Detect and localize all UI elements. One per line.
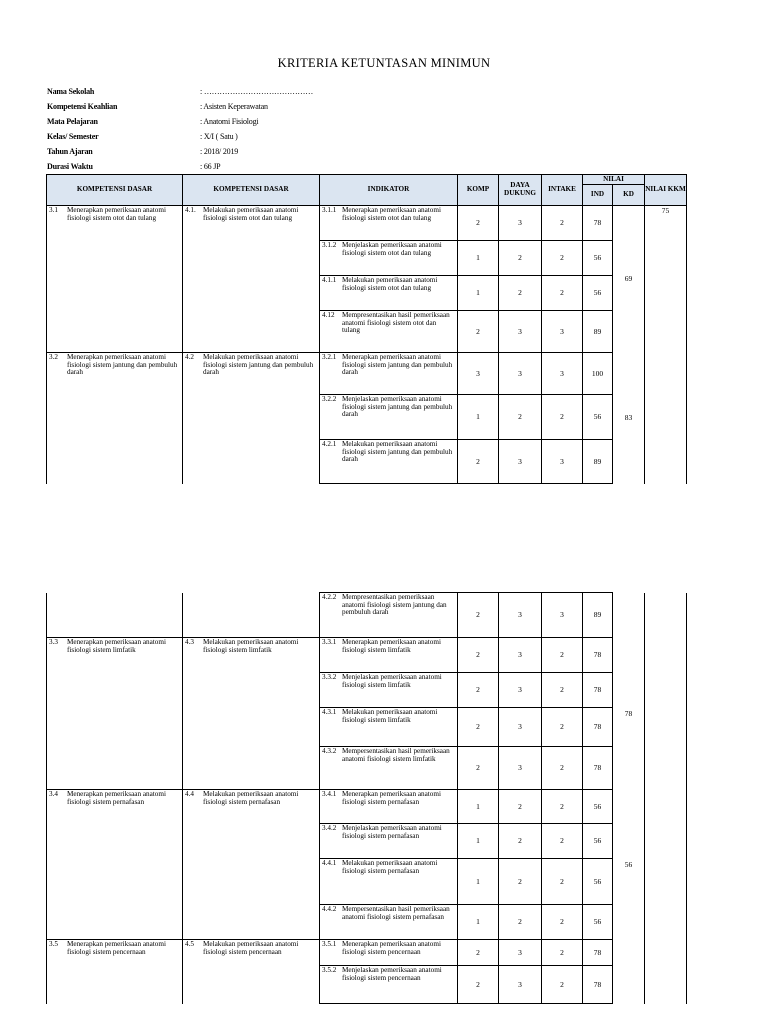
intake-value: 2	[542, 966, 583, 1004]
daya-value: 2	[499, 241, 542, 276]
ind-value: 78	[583, 708, 613, 747]
kd-value: 78	[613, 638, 645, 790]
ind-value: 89	[583, 311, 613, 353]
kd3-cell: 3.5 Menerapkan pemeriksaan anatomi fisiologi sistem pencernaan	[47, 940, 183, 1004]
komp-value: 1	[458, 905, 499, 940]
ind-value: 100	[583, 353, 613, 395]
indikator-cell: 3.5.2 Menjelaskan pemeriksaan anatomi fisiologi sistem pencernaan	[320, 966, 458, 1004]
komp-value: 2	[458, 311, 499, 353]
daya-value: 3	[499, 708, 542, 747]
info-value: : 2018/ 2019	[200, 147, 239, 156]
ind-value: 56	[583, 859, 613, 905]
kd3-cell: 3.4 Menerapkan pemeriksaan anatomi fisiologi sistem pernafasan	[47, 790, 183, 940]
ind-value: 56	[583, 824, 613, 859]
kd4-cell-empty	[183, 593, 320, 638]
intake-value: 2	[542, 824, 583, 859]
daya-value: 3	[499, 206, 542, 241]
daya-value: 2	[499, 276, 542, 311]
header-kd3: KOMPETENSI DASAR	[47, 175, 183, 206]
header-daya-dukung: DAYA DUKUNG	[499, 175, 542, 206]
info-label: Mata Pelajaran	[47, 117, 98, 126]
intake-value: 3	[542, 440, 583, 484]
ind-value: 78	[583, 638, 613, 673]
header-nilai-kkm: NILAI KKM	[645, 175, 687, 206]
table-row	[47, 638, 687, 673]
ind-value: 78	[583, 747, 613, 790]
intake-value: 2	[542, 940, 583, 966]
daya-value: 2	[499, 859, 542, 905]
komp-value: 1	[458, 395, 499, 440]
kkm-value: 75	[645, 206, 687, 484]
indikator-cell: 3.5.1 Menerapkan pemeriksaan anatomi fisiologi sistem pencernaan	[320, 940, 458, 966]
table-row	[47, 353, 687, 395]
daya-value: 3	[499, 311, 542, 353]
header-kd4: KOMPETENSI DASAR	[183, 175, 320, 206]
info-value: : Asisten Keperawatan	[200, 102, 268, 111]
ind-value: 78	[583, 673, 613, 708]
ind-value: 78	[583, 940, 613, 966]
info-value: : Anatomi Fisiologi	[200, 117, 259, 126]
intake-value: 2	[542, 859, 583, 905]
komp-value: 1	[458, 859, 499, 905]
komp-value: 2	[458, 708, 499, 747]
header-nilai: NILAI	[583, 175, 645, 185]
info-label: Tahun Ajaran	[47, 147, 93, 156]
kd3-cell-empty	[47, 593, 183, 638]
indikator-cell: 3.1.2 Menjelaskan pemeriksaan anatomi fisiologi sistem otot dan tulang	[320, 241, 458, 276]
indikator-cell: 4.3.2 Mempersentasikan hasil pemeriksaan anatomi fisiologi sistem limfatik	[320, 747, 458, 790]
info-value: : X/I ( Satu )	[200, 132, 238, 141]
daya-value: 2	[499, 824, 542, 859]
intake-value: 3	[542, 353, 583, 395]
header-komp: KOMP	[458, 175, 499, 206]
indikator-cell: 4.1.1 Melakukan pemeriksaan anatomi fisiologi sistem otot dan tulang	[320, 276, 458, 311]
ind-value: 56	[583, 790, 613, 824]
indikator-cell: 4.12 Mempresentasikan hasil pemeriksaan anatomi fisiologi sistem otot dan tulang	[320, 311, 458, 353]
indikator-cell: 3.3.1 Menerapkan pemeriksaan anatomi fisiologi sistem limfatik	[320, 638, 458, 673]
ind-value: 56	[583, 241, 613, 276]
daya-value: 3	[499, 638, 542, 673]
komp-value: 2	[458, 593, 499, 638]
komp-value: 1	[458, 824, 499, 859]
intake-value: 2	[542, 241, 583, 276]
table-row	[47, 593, 687, 638]
komp-value: 1	[458, 241, 499, 276]
kd-value: 83	[613, 353, 645, 484]
komp-value: 1	[458, 790, 499, 824]
header-indikator: INDIKATOR	[320, 175, 458, 206]
intake-value: 2	[542, 673, 583, 708]
daya-value: 3	[499, 593, 542, 638]
kd4-cell: 4.3 Melakukan pemeriksaan anatomi fisiologi sistem limfatik	[183, 638, 320, 790]
ind-value: 56	[583, 395, 613, 440]
info-label: Durasi Waktu	[47, 162, 93, 171]
daya-value: 3	[499, 440, 542, 484]
indikator-cell: 3.4.1 Menerapkan pemeriksaan anatomi fisiologi sistem pernafasan	[320, 790, 458, 824]
komp-value: 2	[458, 747, 499, 790]
daya-value: 3	[499, 747, 542, 790]
komp-value: 2	[458, 440, 499, 484]
indikator-cell: 3.3.2 Menjelaskan pemeriksaan anatomi fisiologi sistem limfatik	[320, 673, 458, 708]
intake-value: 2	[542, 905, 583, 940]
kkm-cell-empty	[645, 593, 687, 1004]
ind-value: 89	[583, 593, 613, 638]
daya-value: 3	[499, 966, 542, 1004]
ind-value: 56	[583, 276, 613, 311]
kd3-cell: 3.1 Menerapkan pemeriksaan anatomi fisiologi sistem otot dan tulang	[47, 206, 183, 353]
table-row	[47, 940, 687, 966]
header-intake: INTAKE	[542, 175, 583, 206]
daya-value: 2	[499, 905, 542, 940]
kkm-table-page-1	[46, 174, 687, 484]
intake-value: 2	[542, 395, 583, 440]
indikator-cell: 3.4.2 Menjelaskan pemeriksaan anatomi fisiologi sistem pernafasan	[320, 824, 458, 859]
ind-value: 78	[583, 206, 613, 241]
komp-value: 3	[458, 353, 499, 395]
intake-value: 2	[542, 790, 583, 824]
indikator-cell: 4.4.1 Melakukan pemeriksaan anatomi fisiologi sistem pernafasan	[320, 859, 458, 905]
table-row	[47, 206, 687, 241]
daya-value: 3	[499, 940, 542, 966]
kd3-cell: 3.2 Menerapkan pemeriksaan anatomi fisiologi sistem jantung dan pembuluh darah	[47, 353, 183, 484]
page-title: KRITERIA KETUNTASAN MINIMUN	[277, 56, 491, 70]
indikator-cell: 3.2.2 Menjelaskan pemeriksaan anatomi fisiologi sistem jantung dan pembuluh darah	[320, 395, 458, 440]
kd4-cell: 4.4 Melakukan pemeriksaan anatomi fisiologi sistem pernafasan	[183, 790, 320, 940]
ind-value: 89	[583, 440, 613, 484]
indikator-cell: 3.2.1 Menerapkan pemeriksaan anatomi fisiologi sistem jantung dan pembuluh darah	[320, 353, 458, 395]
daya-value: 3	[499, 673, 542, 708]
info-value: : ……………………………………	[200, 87, 314, 96]
daya-value: 2	[499, 395, 542, 440]
intake-value: 2	[542, 206, 583, 241]
ind-value: 78	[583, 966, 613, 1004]
komp-value: 2	[458, 206, 499, 241]
daya-value: 3	[499, 353, 542, 395]
kd4-cell: 4.1. Melakukan pemeriksaan anatomi fisiologi sistem otot dan tulang	[183, 206, 320, 353]
kkm-table-page-2	[46, 592, 687, 1004]
komp-value: 2	[458, 673, 499, 708]
komp-value: 2	[458, 638, 499, 673]
kd4-cell: 4.2 Melakukan pemeriksaan anatomi fisiologi sistem jantung dan pembuluh darah	[183, 353, 320, 484]
indikator-cell: 3.1.1 Menerapkan pemeriksaan anatomi fisiologi sistem otot dan tulang	[320, 206, 458, 241]
info-label: Kompetensi Keahlian	[47, 102, 118, 111]
intake-value: 2	[542, 747, 583, 790]
kd3-cell: 3.3 Menerapkan pemeriksaan anatomi fisiologi sistem limfatik	[47, 638, 183, 790]
intake-value: 2	[542, 708, 583, 747]
info-value: : 66 JP	[200, 162, 221, 171]
indikator-cell: 4.2.2 Mempresentasikan pemeriksaan anatomi fisiologi sistem jantung dan pembuluh darah	[320, 593, 458, 638]
ind-value: 56	[583, 905, 613, 940]
intake-value: 2	[542, 276, 583, 311]
intake-value: 2	[542, 638, 583, 673]
kd-value: 56	[613, 790, 645, 940]
indikator-cell: 4.4.2 Mempersentasikan hasil pemeriksaan anatomi fisiologi sistem pernafasan	[320, 905, 458, 940]
kd-value	[613, 940, 645, 1004]
info-label: Kelas/ Semester	[47, 132, 99, 141]
intake-value: 3	[542, 311, 583, 353]
indikator-cell: 4.2.1 Melakukan pemeriksaan anatomi fisiologi sistem jantung dan pembuluh darah	[320, 440, 458, 484]
komp-value: 2	[458, 966, 499, 1004]
header-kd: KD	[613, 185, 645, 206]
daya-value: 2	[499, 790, 542, 824]
info-label: Nama Sekolah	[47, 87, 95, 96]
komp-value: 2	[458, 940, 499, 966]
kd-value-empty	[613, 593, 645, 638]
komp-value: 1	[458, 276, 499, 311]
table-row	[47, 790, 687, 824]
header-ind: IND	[583, 185, 613, 206]
intake-value: 3	[542, 593, 583, 638]
kd4-cell: 4.5 Melakukan pemeriksaan anatomi fisiologi sistem pencernaan	[183, 940, 320, 1004]
kd-value: 69	[613, 206, 645, 353]
indikator-cell: 4.3.1 Melakukan pemeriksaan anatomi fisiologi sistem limfatik	[320, 708, 458, 747]
